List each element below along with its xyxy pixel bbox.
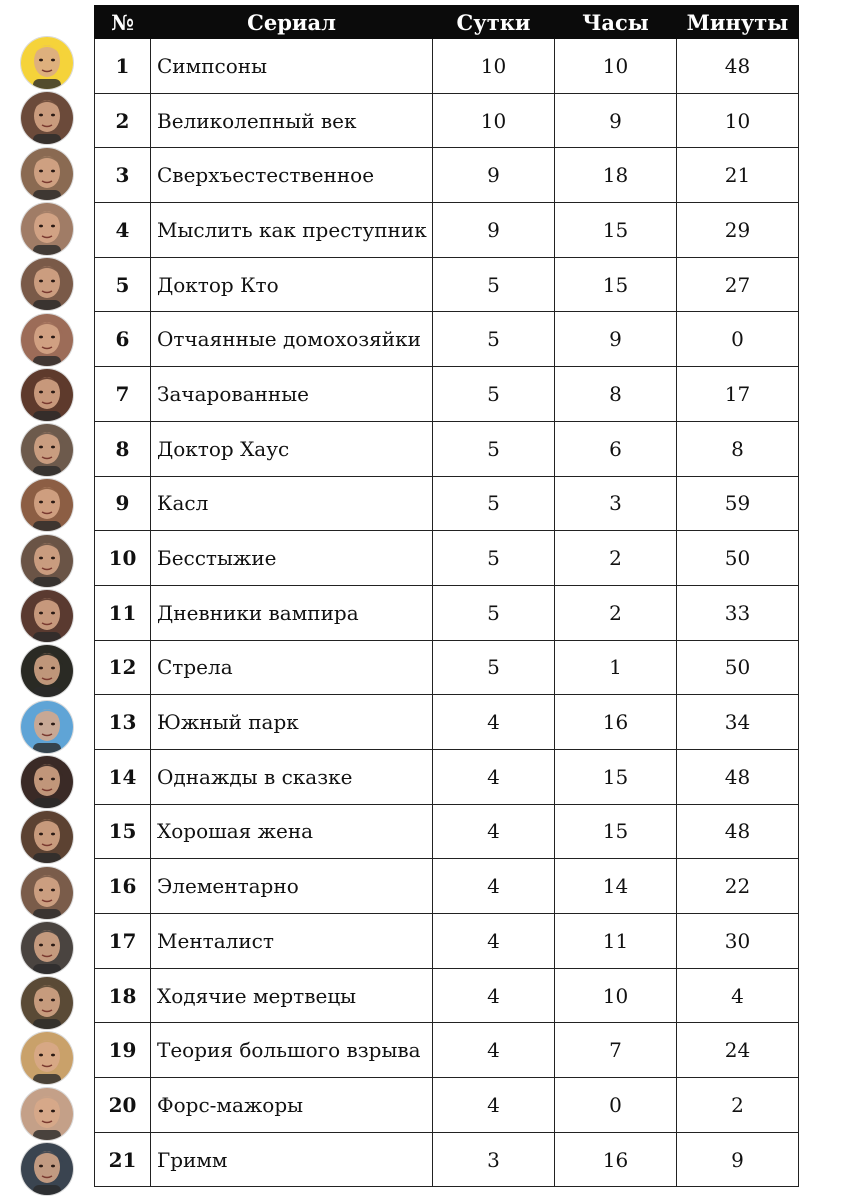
header-num: № xyxy=(95,6,151,39)
row-minutes: 50 xyxy=(677,531,799,586)
row-hours: 15 xyxy=(555,203,677,258)
row-number: 11 xyxy=(95,585,151,640)
row-hours: 10 xyxy=(555,968,677,1023)
avatar-icon xyxy=(21,922,73,974)
row-title: Стрела xyxy=(151,640,433,695)
table-row xyxy=(95,312,799,367)
row-number: 6 xyxy=(95,312,151,367)
row-title: Бесстыжие xyxy=(151,531,433,586)
row-title: Форс-мажоры xyxy=(151,1078,433,1133)
table-row xyxy=(95,93,799,148)
row-title: Симпсоны xyxy=(151,39,433,94)
table-row xyxy=(95,859,799,914)
row-minutes: 29 xyxy=(677,203,799,258)
row-hours: 0 xyxy=(555,1078,677,1133)
row-number: 10 xyxy=(95,531,151,586)
row-hours: 10 xyxy=(555,39,677,94)
row-number: 12 xyxy=(95,640,151,695)
avatar-icon xyxy=(21,645,73,697)
row-days: 5 xyxy=(433,476,555,531)
avatar-icon xyxy=(21,314,73,366)
row-title: Однажды в сказке xyxy=(151,749,433,804)
avatar-icon xyxy=(21,535,73,587)
row-hours: 16 xyxy=(555,695,677,750)
table-row xyxy=(95,1023,799,1078)
row-hours: 16 xyxy=(555,1132,677,1187)
row-hours: 2 xyxy=(555,531,677,586)
row-days: 4 xyxy=(433,749,555,804)
row-title: Теория большого взрыва xyxy=(151,1023,433,1078)
row-title: Южный парк xyxy=(151,695,433,750)
table-row xyxy=(95,585,799,640)
row-days: 5 xyxy=(433,257,555,312)
row-minutes: 27 xyxy=(677,257,799,312)
row-minutes: 48 xyxy=(677,39,799,94)
row-minutes: 17 xyxy=(677,367,799,422)
table-row xyxy=(95,203,799,258)
row-number: 4 xyxy=(95,203,151,258)
row-title: Гримм xyxy=(151,1132,433,1187)
row-title: Элементарно xyxy=(151,859,433,914)
row-days: 3 xyxy=(433,1132,555,1187)
row-days: 5 xyxy=(433,421,555,476)
row-number: 17 xyxy=(95,914,151,969)
row-number: 9 xyxy=(95,476,151,531)
row-hours: 7 xyxy=(555,1023,677,1078)
table-row xyxy=(95,804,799,859)
row-minutes: 8 xyxy=(677,421,799,476)
row-title: Менталист xyxy=(151,914,433,969)
header-minutes: Минуты xyxy=(677,6,799,39)
row-hours: 1 xyxy=(555,640,677,695)
row-hours: 3 xyxy=(555,476,677,531)
row-days: 4 xyxy=(433,804,555,859)
row-days: 4 xyxy=(433,859,555,914)
header-hours: Часы xyxy=(555,6,677,39)
row-title: Хорошая жена xyxy=(151,804,433,859)
row-number: 14 xyxy=(95,749,151,804)
series-table xyxy=(94,5,799,1187)
row-minutes: 33 xyxy=(677,585,799,640)
row-number: 5 xyxy=(95,257,151,312)
row-days: 5 xyxy=(433,640,555,695)
row-number: 3 xyxy=(95,148,151,203)
row-hours: 15 xyxy=(555,257,677,312)
row-days: 4 xyxy=(433,1078,555,1133)
row-hours: 11 xyxy=(555,914,677,969)
table-row xyxy=(95,148,799,203)
row-number: 20 xyxy=(95,1078,151,1133)
row-minutes: 50 xyxy=(677,640,799,695)
row-title: Мыслить как преступник xyxy=(151,203,433,258)
row-title: Великолепный век xyxy=(151,93,433,148)
row-minutes: 22 xyxy=(677,859,799,914)
table-row xyxy=(95,421,799,476)
row-minutes: 0 xyxy=(677,312,799,367)
row-days: 5 xyxy=(433,312,555,367)
table-header-row xyxy=(95,6,799,39)
row-number: 1 xyxy=(95,39,151,94)
table-row xyxy=(95,1132,799,1187)
avatar-icon xyxy=(21,701,73,753)
row-minutes: 9 xyxy=(677,1132,799,1187)
table-row xyxy=(95,476,799,531)
row-minutes: 2 xyxy=(677,1078,799,1133)
row-minutes: 24 xyxy=(677,1023,799,1078)
row-days: 4 xyxy=(433,695,555,750)
row-number: 8 xyxy=(95,421,151,476)
row-days: 4 xyxy=(433,968,555,1023)
row-days: 10 xyxy=(433,93,555,148)
row-hours: 8 xyxy=(555,367,677,422)
row-hours: 9 xyxy=(555,93,677,148)
table-row xyxy=(95,257,799,312)
table-row xyxy=(95,1078,799,1133)
row-hours: 6 xyxy=(555,421,677,476)
row-days: 4 xyxy=(433,914,555,969)
row-number: 16 xyxy=(95,859,151,914)
row-number: 18 xyxy=(95,968,151,1023)
avatar-icon xyxy=(21,1143,73,1195)
row-hours: 15 xyxy=(555,804,677,859)
table-row xyxy=(95,749,799,804)
row-minutes: 48 xyxy=(677,749,799,804)
row-minutes: 21 xyxy=(677,148,799,203)
avatar-icon xyxy=(21,258,73,310)
avatar-icon xyxy=(21,92,73,144)
row-days: 10 xyxy=(433,39,555,94)
avatar-icon xyxy=(21,424,73,476)
header-title: Сериал xyxy=(151,6,433,39)
row-days: 5 xyxy=(433,585,555,640)
row-title: Зачарованные xyxy=(151,367,433,422)
row-title: Ходячие мертвецы xyxy=(151,968,433,1023)
row-hours: 14 xyxy=(555,859,677,914)
row-hours: 9 xyxy=(555,312,677,367)
avatar-icon xyxy=(21,369,73,421)
header-days: Сутки xyxy=(433,6,555,39)
avatar-icon xyxy=(21,867,73,919)
row-minutes: 48 xyxy=(677,804,799,859)
avatar-icon xyxy=(21,977,73,1029)
row-hours: 15 xyxy=(555,749,677,804)
table-row xyxy=(95,914,799,969)
table-row xyxy=(95,531,799,586)
table-row xyxy=(95,640,799,695)
row-minutes: 30 xyxy=(677,914,799,969)
row-hours: 2 xyxy=(555,585,677,640)
avatar-icon xyxy=(21,37,73,89)
row-days: 9 xyxy=(433,203,555,258)
row-number: 7 xyxy=(95,367,151,422)
avatar-icon xyxy=(21,756,73,808)
row-number: 13 xyxy=(95,695,151,750)
avatar-icon xyxy=(21,148,73,200)
row-days: 5 xyxy=(433,531,555,586)
row-days: 9 xyxy=(433,148,555,203)
row-title: Касл xyxy=(151,476,433,531)
table-row xyxy=(95,968,799,1023)
row-days: 5 xyxy=(433,367,555,422)
row-hours: 18 xyxy=(555,148,677,203)
row-title: Дневники вампира xyxy=(151,585,433,640)
row-days: 4 xyxy=(433,1023,555,1078)
avatar-icon xyxy=(21,203,73,255)
row-title: Сверхъестественное xyxy=(151,148,433,203)
avatar-icon xyxy=(21,1032,73,1084)
row-number: 19 xyxy=(95,1023,151,1078)
table-row xyxy=(95,39,799,94)
avatar-icon xyxy=(21,1088,73,1140)
row-title: Доктор Хаус xyxy=(151,421,433,476)
row-minutes: 10 xyxy=(677,93,799,148)
row-minutes: 34 xyxy=(677,695,799,750)
row-title: Отчаянные домохозяйки xyxy=(151,312,433,367)
row-number: 21 xyxy=(95,1132,151,1187)
avatar-icon xyxy=(21,590,73,642)
table-row xyxy=(95,695,799,750)
table-row xyxy=(95,367,799,422)
avatar-icon xyxy=(21,811,73,863)
row-number: 2 xyxy=(95,93,151,148)
row-minutes: 4 xyxy=(677,968,799,1023)
row-minutes: 59 xyxy=(677,476,799,531)
row-title: Доктор Кто xyxy=(151,257,433,312)
row-number: 15 xyxy=(95,804,151,859)
avatar-icon xyxy=(21,479,73,531)
